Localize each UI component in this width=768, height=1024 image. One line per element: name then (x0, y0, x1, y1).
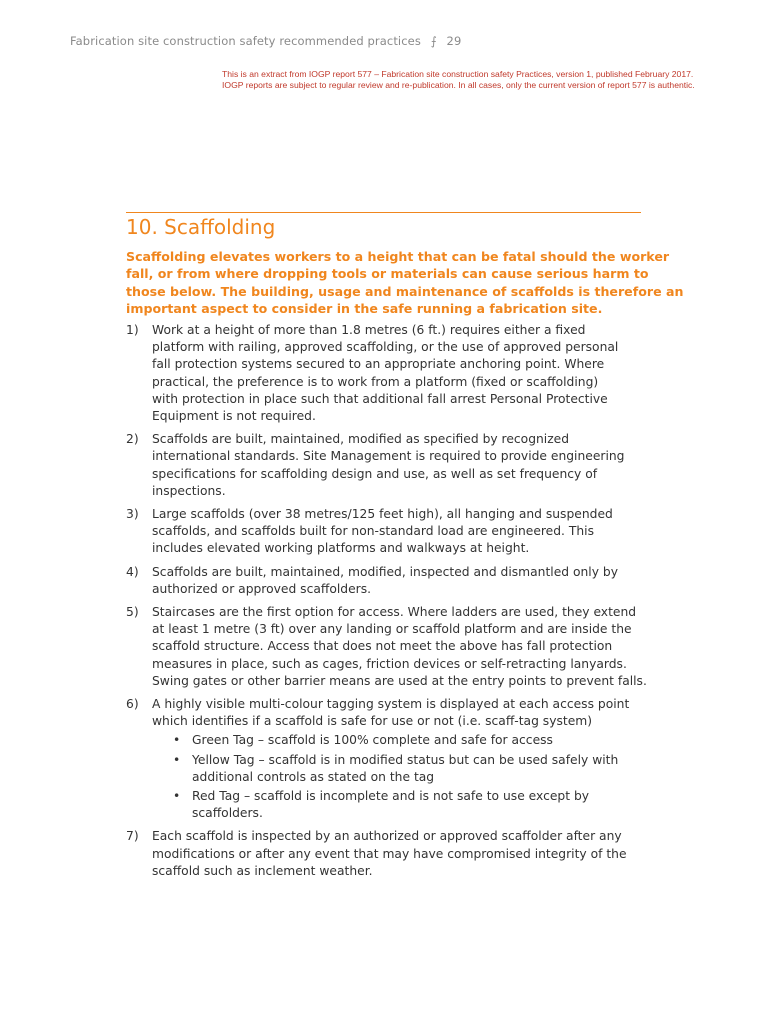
bullet-item (152, 732, 646, 749)
running-header (70, 34, 461, 48)
item-line: Staircases are the first option for access. Where ladders are used, they extend (152, 605, 637, 620)
extract-notice (222, 69, 742, 91)
item-line: Work at a height of more than 1.8 metres (6 ft.) requires either a fixed (152, 323, 586, 337)
list-item (126, 828, 646, 880)
item-number: 6) (126, 697, 139, 712)
item-number: 1) (126, 323, 139, 337)
section-rule (126, 212, 641, 213)
item-line: authorized or approved scaffolders. (152, 581, 372, 596)
bullet-line: Red Tag – scaffold is incomplete and is not safe to use except by (192, 789, 590, 804)
item-line: international standards. Site Management is required to provide engineering (152, 449, 625, 464)
intro-line: those below. The building, usage and maintenance of scaffolds is therefore an (126, 283, 684, 299)
item-line: Each scaffold is inspected by an authorized or approved scaffolder after any (152, 829, 622, 844)
item-number: 4) (126, 564, 139, 579)
bullet-line: scaffolders. (192, 806, 263, 821)
bullet-dot-icon: • (173, 752, 181, 767)
bullet-line: Green Tag – scaffold is 100% complete and safe for access (192, 733, 553, 748)
item-line: scaffold structure. Access that does not meet the above has fall protection (152, 639, 613, 654)
item-line: which identifies if a scaffold is safe for use or not (i.e. scaff-tag system) (152, 714, 593, 729)
list-item (126, 431, 646, 500)
item-number: 3) (126, 507, 139, 522)
item-line: platform with railing, approved scaffolding, or the use of approved personal (152, 340, 619, 355)
item-line: specifications for scaffolding design and use, as well as set frequency of (152, 466, 598, 481)
bullet-line: additional controls as stated on the tag (192, 769, 435, 784)
list-item (126, 322, 646, 425)
header-separator: ⨍ (430, 34, 437, 48)
item-line: Large scaffolds (over 38 metres/125 feet high), all hanging and suspended (152, 507, 613, 522)
item-number: 5) (126, 605, 139, 620)
list-item (126, 696, 646, 822)
item-line: Swing gates or other barrier means are used at the entry points to prevent falls. (152, 673, 647, 688)
bullet-item (152, 752, 646, 786)
bullet-dot-icon: • (173, 789, 181, 804)
bullet-item (152, 788, 646, 822)
list-item (126, 506, 646, 558)
item-line: scaffold such as inclement weather. (152, 863, 373, 878)
notice-line-1: This is an extract from IOGP report 577 – Fabrication site construction safety Practices, version 1, published February 2017. (222, 69, 694, 79)
requirements-list (126, 322, 646, 886)
page-number: 29 (446, 34, 462, 48)
intro-line: Scaffolding elevates workers to a height that can be fatal should the worker (126, 249, 670, 264)
intro-line: fall, or from where dropping tools or materials can cause serious harm to (126, 266, 649, 282)
item-line: Scaffolds are built, maintained, modified as specified by recognized (152, 432, 570, 447)
list-item (126, 604, 646, 690)
intro-line: important aspect to consider in the safe running a fabrication site. (126, 300, 603, 316)
item-line: A highly visible multi-colour tagging system is displayed at each access point (152, 697, 630, 712)
list-item (126, 564, 646, 598)
item-number: 2) (126, 432, 139, 447)
item-line: Scaffolds are built, maintained, modified, inspected and dismantled only by (152, 564, 618, 579)
notice-line-2: IOGP reports are subject to regular review and re-publication. In all cases, only the current version of report 577 is authentic. (222, 80, 695, 90)
section-intro (126, 248, 684, 317)
item-line: measures in place, such as cages, friction devices or self-retracting lanyards. (152, 656, 627, 671)
item-line: fall protection systems secured to an appropriate anchoring point. Where (152, 357, 605, 372)
item-line: with protection in place such that additional fall arrest Personal Protective (152, 391, 608, 406)
item-line: inspections. (152, 483, 226, 498)
item-number: 7) (126, 829, 139, 844)
bullet-line: Yellow Tag – scaffold is in modified status but can be used safely with (192, 752, 619, 767)
running-title: Fabrication site construction safety recommended practices (70, 34, 421, 48)
item-line: modifications or after any event that may have compromised integrity of the (152, 846, 627, 861)
section-title: 10. Scaffolding (126, 215, 276, 239)
item-line: includes elevated working platforms and walkways at height. (152, 541, 530, 556)
item-line: at least 1 metre (3 ft) over any landing or scaffold platform and are inside the (152, 622, 632, 637)
item-line: scaffolds, and scaffolds built for non-standard load are engineered. This (152, 524, 594, 539)
bullet-dot-icon: • (173, 733, 181, 748)
tag-bullet-list (152, 732, 646, 822)
item-line: Equipment is not required. (152, 409, 316, 424)
item-line: practical, the preference is to work from a platform (fixed or scaffolding) (152, 374, 599, 389)
